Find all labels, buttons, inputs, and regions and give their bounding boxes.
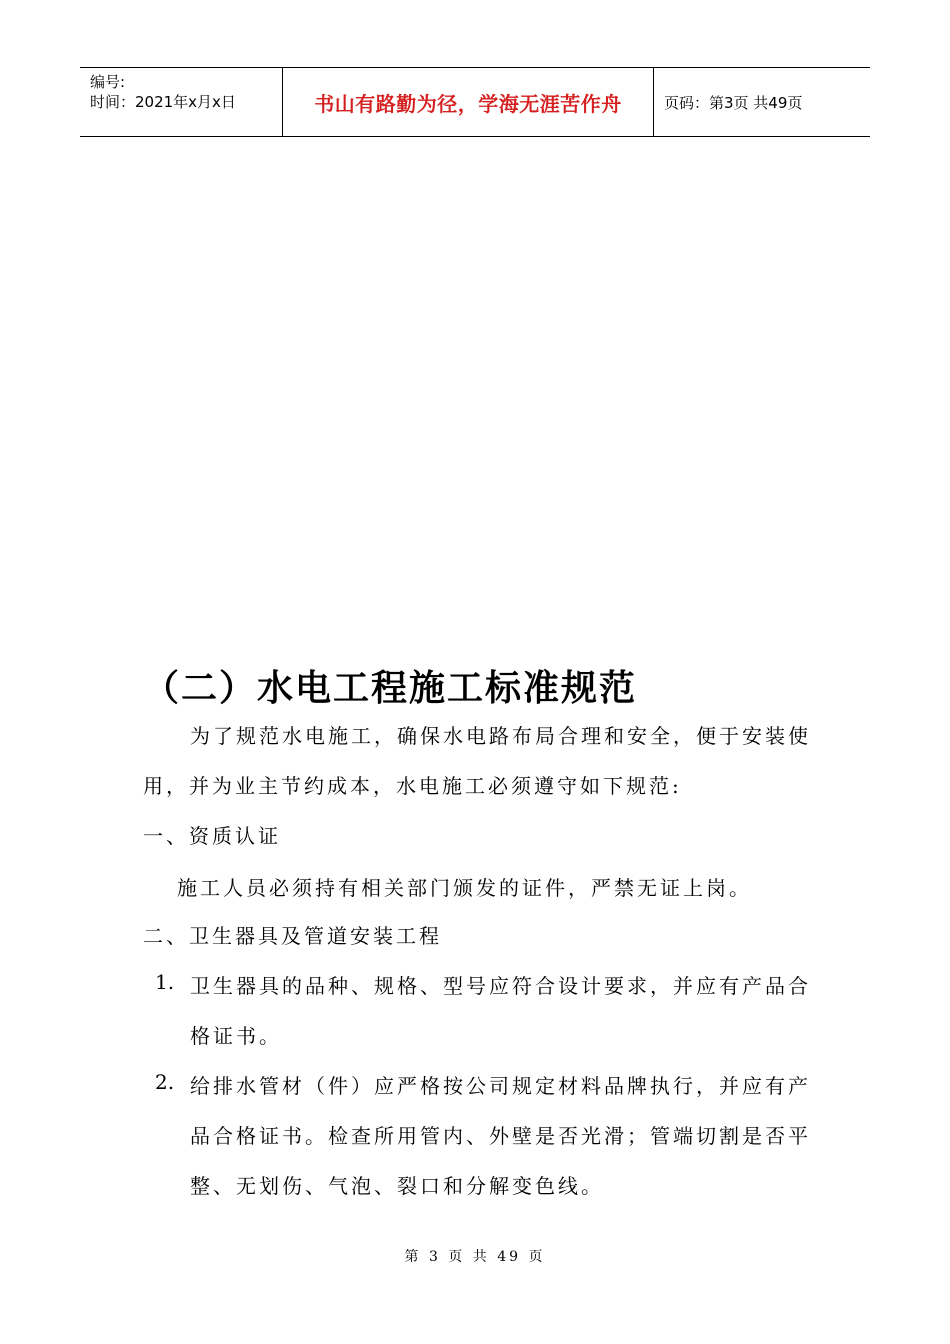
qualification-text: 施工人员必须持有相关部门颁发的证件，严禁无证上岗。 xyxy=(177,876,752,900)
doc-number-label: 编号: xyxy=(90,73,126,91)
page-footer: 第 3 页 共 49 页 xyxy=(404,1249,546,1265)
page-header xyxy=(80,67,870,137)
intro-line-1: 为了规范水电施工，确保水电路布局合理和安全，便于安装使 xyxy=(190,724,811,748)
list-item-2-line-3: 整、无划伤、气泡、裂口和分解变色线。 xyxy=(190,1174,604,1198)
list-item-2-line-1: 给排水管材（件）应严格按公司规定材料品牌执行，并应有产 xyxy=(190,1074,811,1098)
heading-qualification: 一、资质认证 xyxy=(143,824,281,848)
list-item-2-line-2: 品合格证书。检查所用管内、外壁是否光滑；管端切割是否平 xyxy=(190,1124,811,1148)
header-motto-cell xyxy=(282,68,654,136)
list-item-number: 1. xyxy=(155,970,175,994)
header-motto: 书山有路勤为径，学海无涯苦作舟 xyxy=(314,91,622,116)
list-item-1-line-2: 格证书。 xyxy=(190,1024,282,1048)
header-meta xyxy=(80,68,282,136)
heading-sanitary: 二、卫生器具及管道安装工程 xyxy=(143,924,442,948)
list-item-1-line-1: 卫生器具的品种、规格、型号应符合设计要求，并应有产品合 xyxy=(190,974,811,998)
header-page-info: 页码：第3页 共49页 xyxy=(664,93,803,112)
list-item-number: 2. xyxy=(155,1070,175,1094)
intro-line-2: 用，并为业主节约成本，水电施工必须遵守如下规范: xyxy=(143,774,682,798)
doc-time: 时间：2021年x月x日 xyxy=(90,93,236,111)
section-title: （二）水电工程施工标准规范 xyxy=(143,668,638,709)
